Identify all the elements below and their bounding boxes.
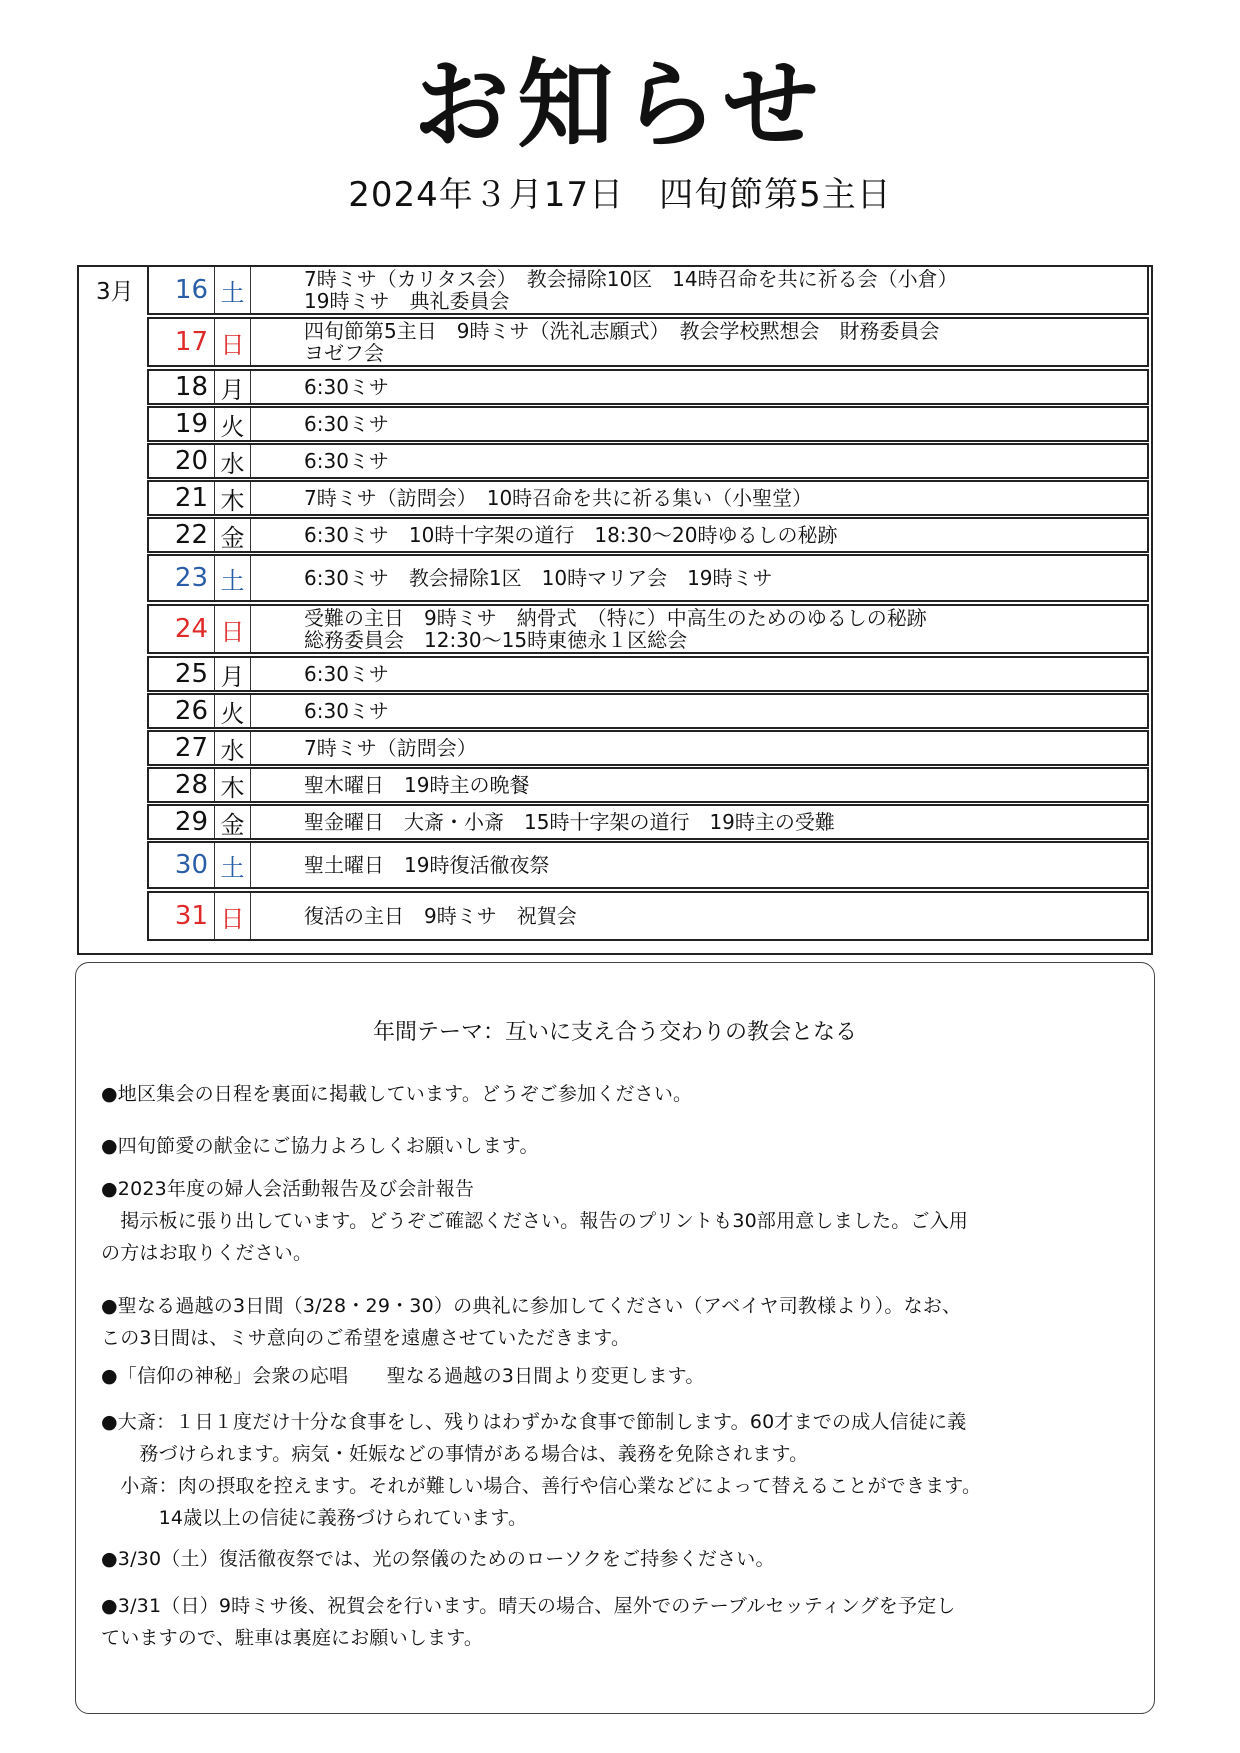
event-line: 聖土曜日 19時復活徹夜祭 xyxy=(304,853,550,877)
weekday: 土 xyxy=(214,843,251,887)
notice-item xyxy=(101,1290,1131,1354)
notice-line: ●聖なる過越の3日間（3/28・29・30）の典礼に参加してください（アベイヤ司教様より）。なお、 xyxy=(101,1295,962,1317)
day-number: 21 xyxy=(174,483,208,513)
day-events xyxy=(304,806,1137,838)
day-number: 30 xyxy=(174,850,208,880)
calendar-row xyxy=(147,265,1149,315)
calendar-row xyxy=(147,604,1149,654)
calendar-row xyxy=(147,841,1149,889)
weekday: 土 xyxy=(214,267,251,313)
day-events xyxy=(304,695,1137,727)
weekday: 日 xyxy=(214,606,251,652)
event-line: 6:30ミサ xyxy=(304,375,389,399)
notice-line: ●地区集会の日程を裏面に掲載しています。どうぞご参加ください。 xyxy=(101,1083,693,1105)
weekday: 木 xyxy=(214,482,251,514)
day-number: 22 xyxy=(174,520,208,550)
day-events xyxy=(304,556,1137,600)
day-number: 23 xyxy=(174,563,208,593)
notice-line: ●3/31（日）9時ミサ後、祝賀会を行います。晴天の場合、屋外でのテーブルセッティングを予定し xyxy=(101,1595,956,1617)
event-line: 7時ミサ（訪問会） 10時召命を共に祈る集い（小聖堂） xyxy=(304,486,813,510)
notice-item xyxy=(101,1406,1131,1534)
event-line: 7時ミサ（訪問会） xyxy=(304,736,477,760)
annual-theme: 年間テーマ：互いに支え合う交わりの教会となる xyxy=(372,1020,857,1045)
calendar-row xyxy=(147,317,1149,367)
calendar-row xyxy=(147,804,1149,840)
event-line: ヨゼフ会 xyxy=(304,341,384,365)
calendar-row xyxy=(147,554,1149,602)
event-line: 7時ミサ（カリタス会） 教会掃除10区 14時召命を共に祈る会（小倉） xyxy=(304,267,958,291)
day-number: 26 xyxy=(174,696,208,726)
weekday: 火 xyxy=(214,408,251,440)
day-number: 24 xyxy=(174,614,208,644)
notice-line: 掲示板に張り出しています。どうぞご確認ください。報告のプリントも30部用意しました。ご入用 xyxy=(101,1210,969,1232)
notices-box xyxy=(75,962,1155,1714)
weekday: 月 xyxy=(214,658,251,690)
event-line: 6:30ミサ xyxy=(304,412,389,436)
event-line: 6:30ミサ 教会掃除1区 10時マリア会 19時ミサ xyxy=(304,566,773,590)
weekday: 月 xyxy=(214,371,251,403)
day-events xyxy=(304,445,1137,477)
calendar-row xyxy=(147,369,1149,405)
page-subtitle: 2024年３月17日 四旬節第5主日 xyxy=(348,175,892,215)
calendar-row xyxy=(147,767,1149,803)
weekday: 火 xyxy=(214,695,251,727)
notice-line: の方はお取りください。 xyxy=(101,1242,313,1264)
event-line: 6:30ミサ xyxy=(304,449,389,473)
day-number: 20 xyxy=(174,446,208,476)
event-line: 19時ミサ 典礼委員会 xyxy=(304,289,510,313)
day-number: 25 xyxy=(174,659,208,689)
notice-item xyxy=(101,1173,1131,1269)
notice-line: この3日間は、ミサ意向のご希望を遠慮させていただきます。 xyxy=(101,1327,631,1349)
day-number: 19 xyxy=(174,409,208,439)
calendar-row xyxy=(147,730,1149,766)
day-events xyxy=(304,893,1137,939)
calendar-row xyxy=(147,891,1149,941)
notice-line: ●四旬節愛の献金にご協力よろしくお願いします。 xyxy=(101,1135,539,1157)
weekday: 日 xyxy=(214,319,251,365)
schedule-calendar xyxy=(77,265,1153,955)
weekday: 日 xyxy=(214,893,251,939)
day-number: 29 xyxy=(174,807,208,837)
day-events xyxy=(304,769,1137,801)
day-number: 27 xyxy=(174,733,208,763)
notice-line: 14歳以上の信徒に義務づけられています。 xyxy=(101,1507,528,1529)
notice-item xyxy=(101,1543,1131,1575)
month-label: 3月 xyxy=(96,279,134,305)
day-number: 17 xyxy=(174,327,208,357)
day-events xyxy=(304,658,1137,690)
event-line: 6:30ミサ 10時十字架の道行 18:30～20時ゆるしの秘跡 xyxy=(304,523,838,547)
event-line: 6:30ミサ xyxy=(304,662,389,686)
notice-line: ●3/30（土）復活徹夜祭では、光の祭儀のためのローソクをご持参ください。 xyxy=(101,1548,775,1570)
notice-line: ●2023年度の婦人会活動報告及び会計報告 xyxy=(101,1178,475,1200)
day-events xyxy=(304,732,1137,764)
weekday: 木 xyxy=(214,769,251,801)
weekday: 金 xyxy=(214,806,251,838)
notice-item xyxy=(101,1590,1131,1654)
notice-item xyxy=(101,1360,1131,1392)
weekday: 土 xyxy=(214,556,251,600)
day-events xyxy=(304,519,1137,551)
notice-line: ていますので、駐車は裏庭にお願いします。 xyxy=(101,1627,484,1649)
day-events xyxy=(304,408,1137,440)
event-line: 四旬節第5主日 9時ミサ（洗礼志願式） 教会学校黙想会 財務委員会 xyxy=(304,319,940,343)
weekday: 水 xyxy=(214,445,251,477)
event-line: 聖木曜日 19時主の晩餐 xyxy=(304,773,530,797)
calendar-row xyxy=(147,693,1149,729)
event-line: 聖金曜日 大斎・小斎 15時十字架の道行 19時主の受難 xyxy=(304,810,835,834)
calendar-row xyxy=(147,480,1149,516)
event-line: 6:30ミサ xyxy=(304,699,389,723)
day-events xyxy=(304,319,1137,365)
weekday: 金 xyxy=(214,519,251,551)
day-number: 16 xyxy=(174,275,208,305)
calendar-row xyxy=(147,406,1149,442)
event-line: 総務委員会 12:30～15時東徳永１区総会 xyxy=(304,628,688,652)
notice-line: 小斎：肉の摂取を控えます。それが難しい場合、善行や信心業などによって替えることができます。 xyxy=(101,1475,982,1497)
day-number: 28 xyxy=(174,770,208,800)
day-events xyxy=(304,371,1137,403)
notice-item xyxy=(101,1078,1131,1110)
notice-item xyxy=(101,1130,1131,1162)
calendar-row xyxy=(147,517,1149,553)
notice-line: 務づけられます。病気・妊娠などの事情がある場合は、義務を免除されます。 xyxy=(101,1443,809,1465)
event-line: 復活の主日 9時ミサ 祝賀会 xyxy=(304,904,577,928)
day-events xyxy=(304,843,1137,887)
event-line: 受難の主日 9時ミサ 納骨式 （特に）中高生のためのゆるしの秘跡 xyxy=(304,606,927,630)
calendar-row xyxy=(147,443,1149,479)
day-events xyxy=(304,267,1137,313)
day-number: 18 xyxy=(174,372,208,402)
calendar-row xyxy=(147,656,1149,692)
page-title: お知らせ xyxy=(413,49,827,161)
day-number: 31 xyxy=(174,901,208,931)
weekday: 水 xyxy=(214,732,251,764)
notice-line: ●大斎：１日１度だけ十分な食事をし、残りはわずかな食事で節制します。60才までの成人信徒に義 xyxy=(101,1411,967,1433)
day-events xyxy=(304,482,1137,514)
notice-line: ●「信仰の神秘」会衆の応唱 聖なる過越の3日間より変更します。 xyxy=(101,1365,705,1387)
day-events xyxy=(304,606,1137,652)
